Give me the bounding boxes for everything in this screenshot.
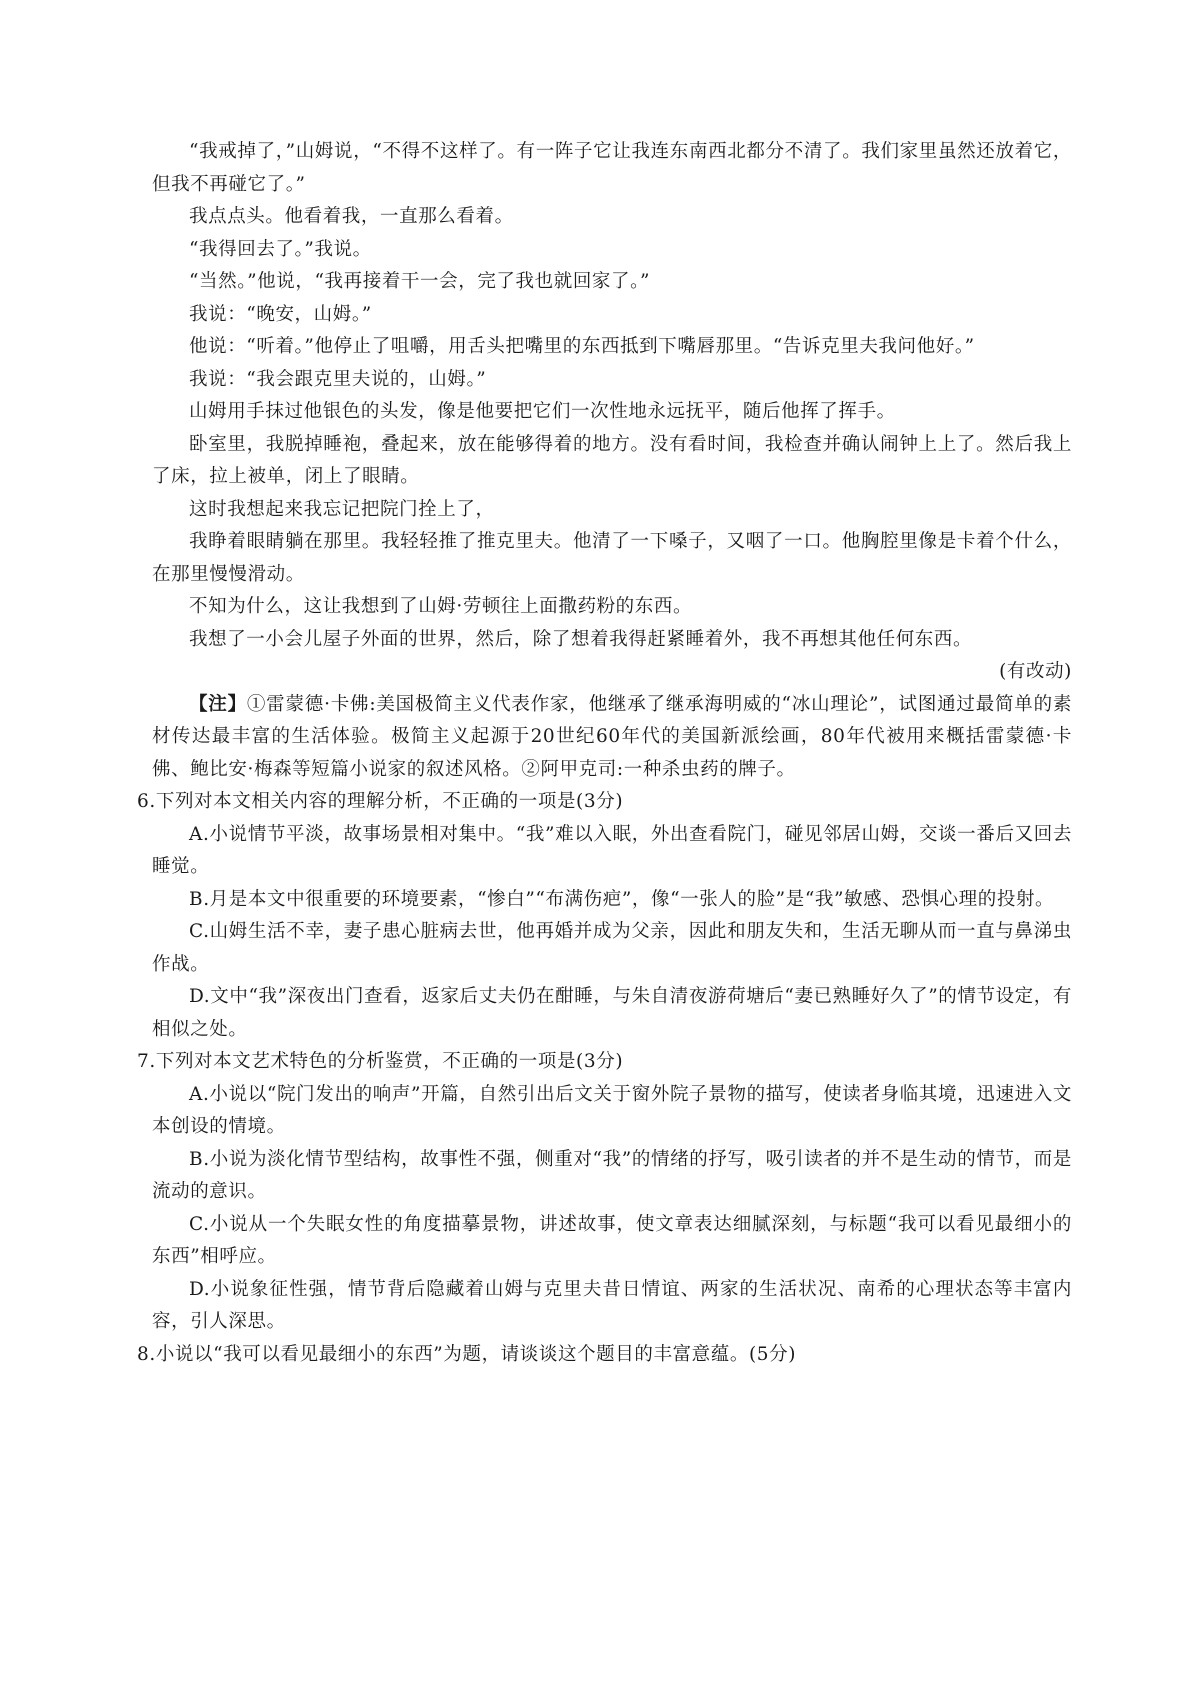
story-paragraph: “当然。”他说，“我再接着干一会，完了我也就回家了。” xyxy=(189,271,651,292)
story-paragraph: 我点点头。他看着我，一直那么看着。 xyxy=(189,206,514,227)
story-paragraph: 我睁着眼睛躺在那里。我轻轻推了推克里夫。他清了一下嗓子，又咽了一口。他胸腔里像是卡着个什么，在那里慢慢滑动。 xyxy=(152,531,1072,585)
annotation-note xyxy=(152,689,1072,787)
question-6-option-a: A.小说情节平淡，故事场景相对集中。“我”难以入眠，外出查看院门，碰见邻居山姆，交谈一番后又回去睡觉。 xyxy=(152,823,1072,877)
question-7-stem: 7.下列对本文艺术特色的分析鉴赏，不正确的一项是(3分) xyxy=(137,1051,624,1072)
question-6-option-b: B.月是本文中很重要的环境要素，“惨白”“布满伤疤”，像“一张人的脸”是“我”敏感、恐惧心理的投射。 xyxy=(189,888,1055,910)
story-paragraph: 卧室里，我脱掉睡袍，叠起来，放在能够得着的地方。没有看时间，我检查并确认闹钟上上了。然后我上了床，拉上被单，闭上了眼睛。 xyxy=(152,433,1072,487)
source-note: (有改动) xyxy=(999,661,1072,682)
story-paragraph: 我想了一小会儿屋子外面的世界，然后，除了想着我得赶紧睡着外，我不再想其他任何东西。 xyxy=(189,628,973,650)
question-7-option-d: D.小说象征性强，情节背后隐藏着山姆与克里夫昔日情谊、两家的生活状况、南希的心理状态等丰富内容，引人深思。 xyxy=(152,1278,1072,1332)
question-7-option-b: B.小说为淡化情节型结构，故事性不强，侧重对“我”的情绪的抒写，吸引读者的并不是生动的情节，而是流动的意识。 xyxy=(152,1148,1072,1202)
question-6-option-c: C.山姆生活不幸，妻子患心脏病去世，他再婚并成为父亲，因此和朋友失和，生活无聊从而一直与鼻涕虫作战。 xyxy=(152,921,1072,975)
question-6-stem: 6.下列对本文相关内容的理解分析，不正确的一项是(3分) xyxy=(137,791,624,812)
story-paragraph: 我说：“晚安，山姆。” xyxy=(189,303,372,325)
story-paragraph: 我说：“我会跟克里夫说的，山姆。” xyxy=(189,368,487,390)
question-7-option-c: C.小说从一个失眠女性的角度描摹景物，讲述故事，使文章表达细腻深刻，与标题“我可以看见最细小的东西”相呼应。 xyxy=(152,1213,1072,1267)
story-paragraph: 不知为什么，这让我想到了山姆·劳顿往上面撒药粉的东西。 xyxy=(189,596,693,617)
note-text: ①雷蒙德·卡佛:美国极简主义代表作家，他继承了继承海明威的“冰山理论”，试图通过最简单的素材传达最丰富的生活体验。极简主义起源于20世纪60年代的美国新派绘画，80年代被用来概括雷蒙德·卡佛、鲍比安·梅森等短篇小说家的叙述风格。②阿甲克司:一种杀虫药的牌子。 xyxy=(152,693,1072,780)
story-paragraph: 他说：“听着。”他停止了咀嚼，用舌头把嘴里的东西抵到下嘴唇那里。“告诉克里夫我问他好。” xyxy=(189,336,975,357)
question-7-option-a: A.小说以“院门发出的响声”开篇，自然引出后文关于窗外院子景物的描写，使读者身临其境，迅速进入文本创设的情境。 xyxy=(152,1083,1072,1137)
story-paragraph: “我戒掉了，”山姆说，“不得不这样了。有一阵子它让我连东南西北都分不清了。我们家里虽然还放着它，但我不再碰它了。” xyxy=(152,141,1072,195)
story-paragraph: “我得回去了。”我说。 xyxy=(189,238,372,260)
story-paragraph: 山姆用手抹过他银色的头发，像是他要把它们一次性地永远抚平，随后他挥了挥手。 xyxy=(189,401,896,422)
note-mark: 【注】 xyxy=(189,693,247,715)
question-8-stem: 8.小说以“我可以看见最细小的东西”为题，请谈谈这个题目的丰富意蕴。(5分) xyxy=(137,1343,797,1365)
page-content xyxy=(137,136,1072,1371)
question-6-option-d: D.文中“我”深夜出门查看，返家后丈夫仍在酣睡，与朱自清夜游荷塘后“妻已熟睡好久了”的情节设定，有相似之处。 xyxy=(152,986,1072,1040)
story-paragraph: 这时我想起来我忘记把院门拴上了， xyxy=(189,498,495,520)
